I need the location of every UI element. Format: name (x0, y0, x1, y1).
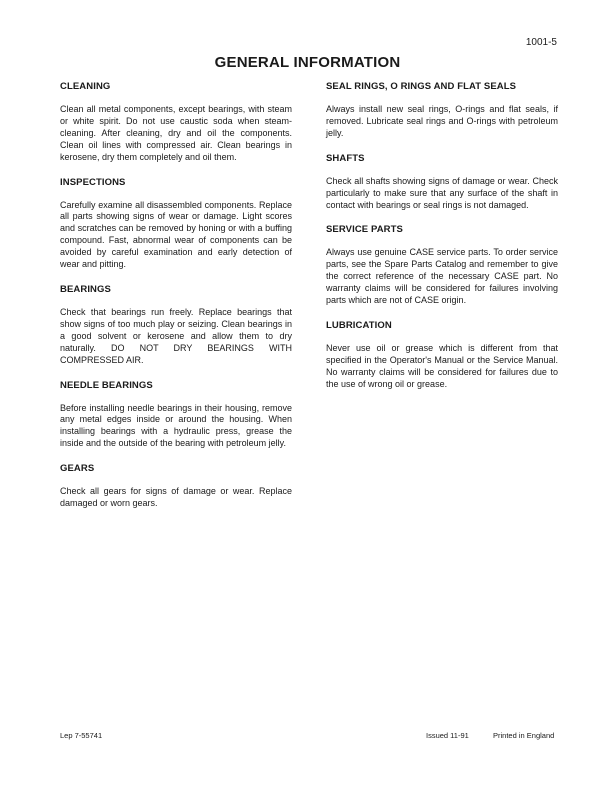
section-heading: SHAFTS (326, 152, 365, 164)
section-heading: LUBRICATION (326, 319, 392, 331)
footer-reference: Lep 7-55741 (60, 731, 103, 740)
section-heading: SEAL RINGS, O RINGS AND FLAT SEALS (326, 81, 517, 92)
section-body: Check all gears for signs of damage or wear. Replace damaged or worn gears. (60, 486, 292, 509)
section-body: Check that bearings run freely. Replace bearings that show signs of too much play or seizing. Clean bearings in a good solvent or kerosene and allow them to dry naturally. DO NOT DRY BEARINGS WITH COMPRESSED AIR. (60, 306, 292, 365)
section-lubrication (326, 320, 558, 391)
right-column (326, 81, 558, 404)
section-heading: SERVICE PARTS (326, 224, 403, 236)
section-heading: GEARS (60, 463, 95, 475)
section-body: Clean all metal components, except bearings, with steam or white spirit. Do not use caustic soda when steam-cleaning. After cleaning, dry and oil the components. Clean oil lines with compressed air. Clean bearings in kerosene, dry them completely and oil them. (60, 104, 292, 162)
section-inspections (60, 177, 292, 271)
page-number: 1001-5 (525, 37, 557, 48)
section-gears (60, 463, 292, 510)
section-body: Always use genuine CASE service parts. To order service parts, see the Spare Parts Catalog and remember to give the correct reference of the necessary CASE part. No warranty claims will be considered for failures involving parts which are not of CASE origin. (326, 247, 558, 306)
section-seal-rings (326, 81, 558, 140)
section-body: Check all shafts showing signs of damage or wear. Check particularly to make sure that any surface of the shaft in contact with bearings or seal rings is not damaged. (326, 175, 558, 210)
section-shafts (326, 153, 558, 212)
section-service-parts (326, 224, 558, 307)
section-bearings (60, 284, 292, 367)
section-heading: BEARINGS (60, 283, 111, 295)
section-heading: INSPECTIONS (60, 176, 126, 188)
section-body: Always install new seal rings, O-rings and flat seals, if removed. Lubricate seal rings and O-rings with petroleum jelly. (326, 104, 558, 138)
left-column (60, 81, 292, 523)
footer-printed: Printed in England (493, 731, 555, 740)
section-body: Never use oil or grease which is different from that specified in the Operator's Manual or the Service Manual. No warranty claims will be considered for failures due to the use of wrong oil or grease. (326, 342, 558, 389)
section-body: Carefully examine all disassembled components. Replace all parts showing signs of wear or damage. Light scores and scratches can be removed by honing or with a buffing compound. Fast, abnormal wear of components can be avoided by careful examination and early detection of wear and pitting. (60, 199, 292, 270)
page-title: GENERAL INFORMATION (214, 54, 401, 71)
section-cleaning (60, 81, 292, 164)
section-heading: CLEANING (60, 81, 111, 92)
section-needle-bearings (60, 380, 292, 451)
section-body: Before installing needle bearings in their housing, remove any metal edges inside or around the housing. When installing bearings with a hydraulic press, grease the inside and the outside of the bearing with petroleum jelly. (60, 402, 292, 449)
section-heading: NEEDLE BEARINGS (60, 379, 153, 391)
footer-issued: Issued 11-91 (426, 731, 469, 740)
